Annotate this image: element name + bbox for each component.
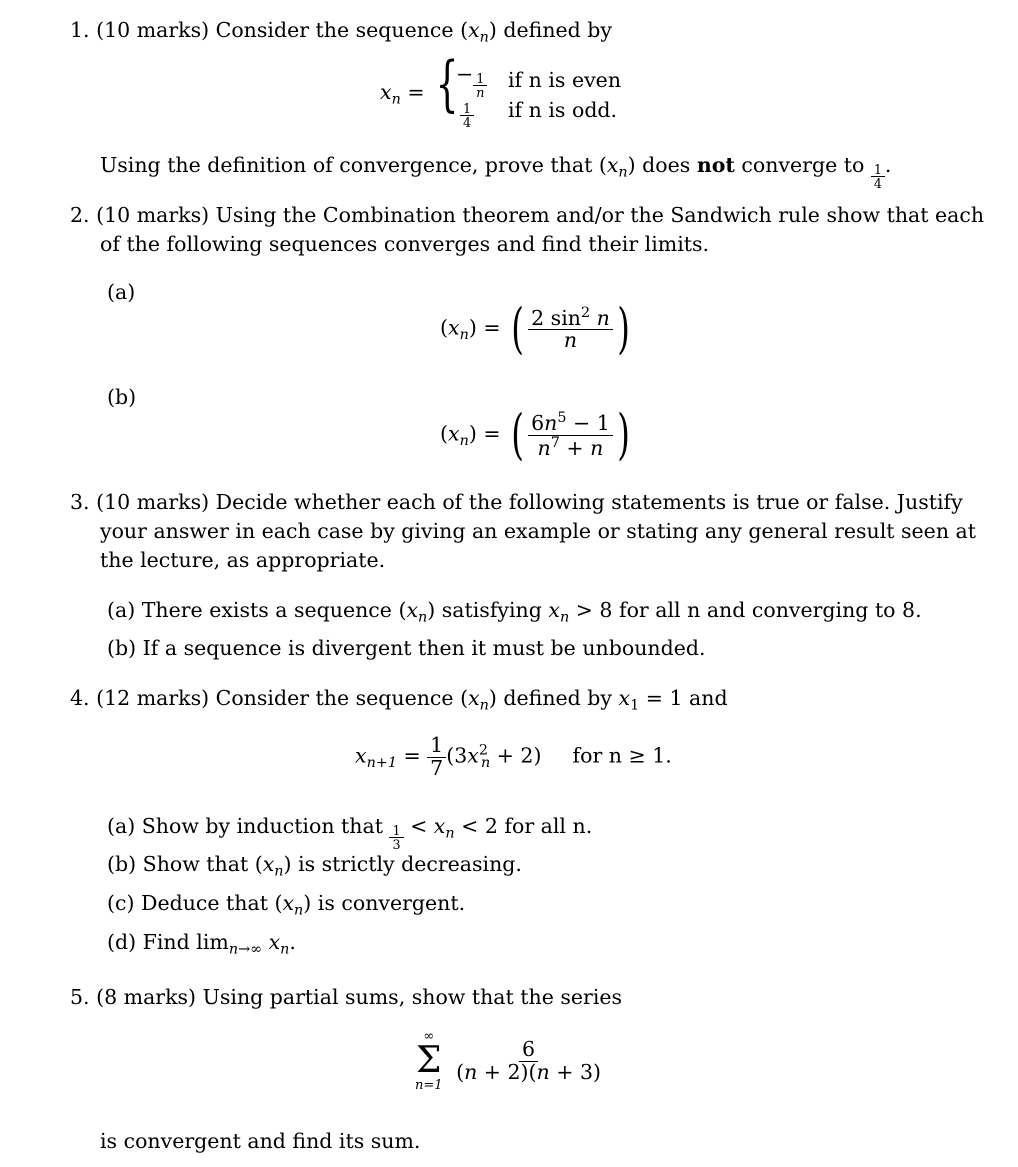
q4-part-c: (c) Deduce that $(x_n)$ is convergent. — [107, 891, 466, 919]
q3-part-b: (b) If a sequence is divergent then it must be unbounded. — [107, 636, 706, 660]
q1-heading: 1. (10 marks) Consider the sequence $(x_n)$ defined by — [70, 18, 612, 46]
q1-prove-statement: Using the definition of convergence, prove that $(x_n)$ does not converge to $\frac{1}{4}$ . — [100, 153, 892, 192]
q3-line2: your answer in each case by giving an example or stating any general result seen at — [100, 519, 976, 543]
q1-number: 1. — [70, 18, 90, 42]
q4-marks: (12 marks) — [96, 686, 210, 710]
q1-marks: (10 marks) — [96, 18, 210, 42]
q2-b-equation: $(x_n)$ = ( $\frac{6n^5 - 1}{n^7 + n}$ ) — [440, 403, 630, 466]
q4-part-b: (b) Show that $(x_n)$ is strictly decreasing. — [107, 852, 522, 880]
q3-part-a: (a) There exists a sequence $(x_n)$ satisfying $x_n > 8$ for all n and converging to 8. — [107, 598, 922, 626]
q4-part-d: (d) Find $\lim_{n\to\infty} x_n$. — [107, 930, 296, 958]
q5-series-equation: ∞ Σ n=1 $\frac{6}{(n + 2)(n + 3)}$ — [415, 1029, 601, 1093]
q5-marks: (8 marks) — [96, 985, 197, 1009]
q2-a-equation: $(x_n)$ = ( $\frac{2 \sin^2 n}{n}$ ) — [440, 297, 630, 360]
q2-heading: 2. (10 marks) Using the Combination theorem and/or the Sandwich rule show that each — [70, 203, 985, 227]
q4-number: 4. — [70, 686, 90, 710]
q1-case-even: if n is even — [508, 68, 622, 92]
q3-number: 3. — [70, 490, 90, 514]
q2-a-label: (a) — [107, 280, 136, 304]
q3-heading: 3. (10 marks) Decide whether each of the following statements is true or false. Justify — [70, 490, 963, 514]
q1-case-odd: if n is odd. — [508, 98, 618, 122]
q3-line3: the lecture, as appropriate. — [100, 548, 386, 572]
q5-number: 5. — [70, 985, 90, 1009]
q2-b-label: (b) — [107, 385, 137, 409]
q2-number: 2. — [70, 203, 90, 227]
exam-page: 1. (10 marks) Consider the sequence $(x_n)$ defined by $x_n$ = { − $\frac{1}{n}$ $\frac{1}{4}$ if n is even if n is odd. Using the definition of convergence, prove that $(x_n)$ does not converge to $\frac{1}{4}$ . 2. (10 marks) Using the Combination theorem and/or the Sandwich rule show that each of the following sequences converges and find their limits. (a) $(x_n)$ = ( $\frac{2 \sin^2 n}{n}$ ) (b) $(x_n)$ = ( $\frac{6n^5 - 1}{n^7 + n}$ ) 3. (10 marks) Decide whether each of the following statements is true or false. Justify your answer in each case by giving an example or stating any general result seen at the lecture, as appropriate. (a) There exists a sequence $(x_n)$ satisfying $x_n > 8$ for all n and converging to 8. (b) If a sequence is divergent then it must be unbounded. 4. (12 marks) Consider the sequence $(x_n)$ defined by $x_1 = 1$ and $x_{n+1}$ = $\frac{1}{7}$ $(3x^2_n + 2)$ for n ≥ 1. (a) Show by induction that $\frac{1}{3}$ < $x_n < 2$ for all n. (b) Show that $(x_n)$ is strictly decreasing. (c) Deduce that $(x_n)$ is convergent. (d) Find $\lim_{n\to\infty} x_n$. 5. (8 marks) Using partial sums, show that the series ∞ Σ n=1 $\frac{6}{(n + 2)(n + 3)}$ is convergent and find its sum. — [70, 18, 985, 1153]
q1-not-bold: not — [696, 153, 735, 177]
q5-outro: is convergent and find its sum. — [100, 1129, 421, 1153]
q4-part-a: (a) Show by induction that $\frac{1}{3}$ < $x_n < 2$ for all n. — [107, 814, 593, 853]
q3-marks: (10 marks) — [96, 490, 210, 514]
q5-heading: 5. (8 marks) Using partial sums, show that the series — [70, 985, 623, 1009]
q2-marks: (10 marks) — [96, 203, 210, 227]
q4-recurrence-equation: $x_{n+1}$ = $\frac{1}{7}$ $(3x^2_n + 2)$ for n ≥ 1. — [355, 733, 672, 780]
q2-line2: of the following sequences converges and find their limits. — [100, 232, 710, 256]
q4-heading: 4. (12 marks) Consider the sequence $(x_n)$ defined by $x_1 = 1$ and — [70, 686, 728, 714]
